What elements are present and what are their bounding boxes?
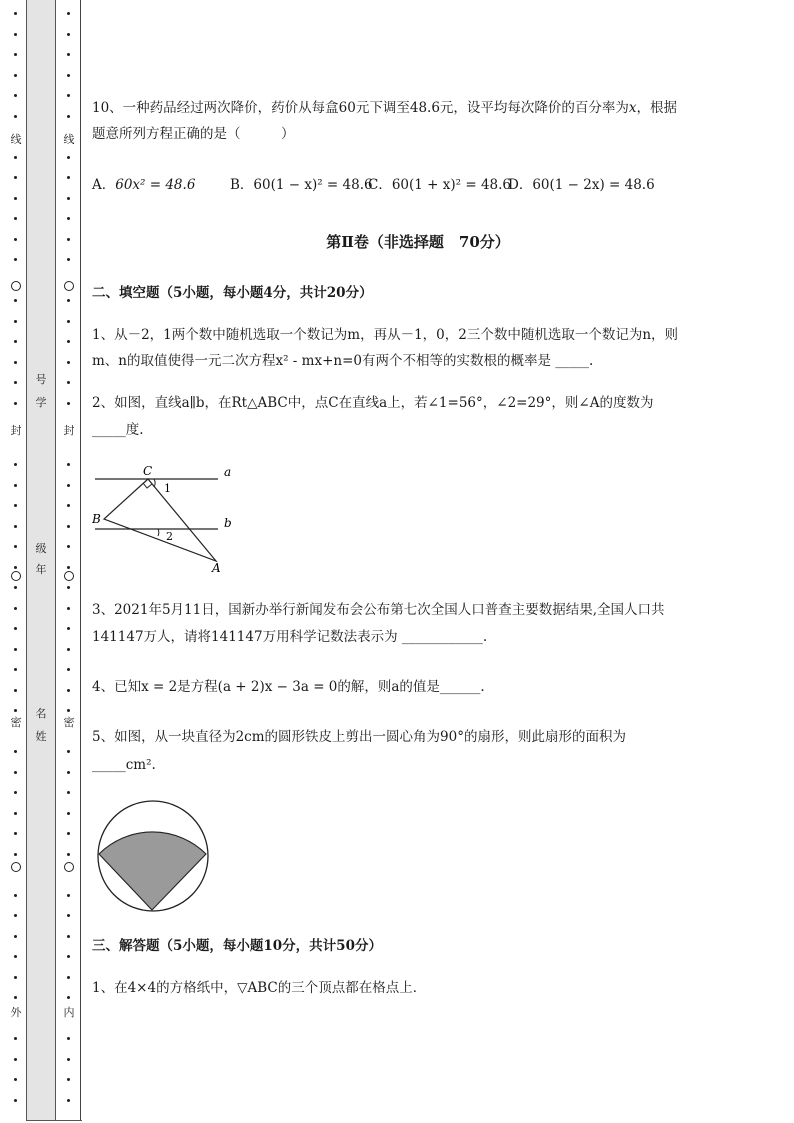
cut-dot [14,812,17,815]
q10-option-a: A．60x² = 48.6 [92,177,196,193]
cut-dot [14,361,17,364]
binding-hole-icon [11,281,21,291]
q1-line1: 1、从－2，1两个数中随机选取一个数记为m，再从－1，0，2三个数中随机选取一个数记为n，则 [92,327,679,343]
angle2-arc [158,529,159,536]
cut-dot [67,894,70,897]
cut-dot [14,853,17,856]
cut-dot [67,258,70,261]
cut-dot [67,176,70,179]
cut-dot [67,402,70,405]
cut-dot [14,74,17,77]
cut-dot [67,1037,70,1040]
cut-dot [67,94,70,97]
binding-hole-icon [64,281,74,291]
cut-dot [14,668,17,671]
cut-dot [67,668,70,671]
cut-dot [67,976,70,979]
cut-dot [14,463,17,466]
cut-dot [14,217,17,220]
cut-dot [14,12,17,15]
inner-cut-column [62,0,76,1120]
cut-dot [67,607,70,610]
cut-dot [14,115,17,118]
cut-dot [67,74,70,77]
cut-dot [14,402,17,405]
cut-dot [67,320,70,323]
binding-hole-icon [11,862,21,872]
cut-dot [14,914,17,917]
cut-dot [67,832,70,835]
inner-char-nei: 内 [63,1006,75,1019]
cut-dot [14,566,17,569]
cut-dot [67,853,70,856]
cut-dot [67,463,70,466]
cut-dot [67,1099,70,1102]
field-label-2a: 级 [35,542,47,555]
binding-bottom-rule [26,1120,82,1121]
cut-dot [14,94,17,97]
cut-dot [14,791,17,794]
q6-line1: 1、在4×4的方格纸中，▽ABC的三个顶点都在格点上． [92,980,427,996]
binding-hole-icon [11,571,21,581]
binding-hole-icon [64,571,74,581]
cut-dot [14,996,17,999]
cut-dot [67,33,70,36]
label-a-vertex: A [212,561,221,575]
cut-dot [14,156,17,159]
cut-dot [14,832,17,835]
q2-figure [92,460,242,575]
cut-dot [67,504,70,507]
cut-dot [14,525,17,528]
field-label-3b: 姓 [35,730,47,743]
cut-dot [14,504,17,507]
cut-dot [14,627,17,630]
outer-char-mi: 密 [10,716,22,729]
cut-dot [14,258,17,261]
field-label-3a: 名 [35,707,47,720]
cut-dot [14,1099,17,1102]
cut-dot [67,340,70,343]
outer-cut-column [9,0,23,1120]
cut-dot [14,709,17,712]
cut-dot [67,812,70,815]
inner-char-feng: 封 [63,424,75,437]
cut-dot [67,996,70,999]
cut-dot [67,197,70,200]
cut-dot [67,689,70,692]
cut-dot [14,33,17,36]
cut-dot [14,197,17,200]
q10-option-b: B．60(1 − x)² = 48.6 [230,177,373,193]
sector-shape [99,832,206,910]
cut-dot [67,1058,70,1061]
binding-hole-icon [64,862,74,872]
label-angle2: 2 [166,530,173,543]
fill-blank-section-heading: 二、填空题（5小题，每小题4分，共计20分） [92,285,373,301]
cut-dot [14,299,17,302]
q3-line2: 141147万人，请将141147万用科学记数法表示为 ____________. [92,629,488,645]
cut-dot [67,627,70,630]
field-label-1a: 号 [35,373,47,386]
cut-dot [67,955,70,958]
cut-dot [67,238,70,241]
label-a: a [224,465,232,479]
angle1-arc [154,479,155,487]
q10-stem-line2: 题意所列方程正确的是（ ） [92,126,295,142]
part2-title: 第Ⅱ卷（非选择题 70分） [326,233,510,251]
binding-gutter [26,0,56,1120]
outer-char-wai: 外 [10,1006,22,1019]
cut-dot [14,894,17,897]
cut-dot [14,545,17,548]
cut-dot [14,238,17,241]
cut-dot [67,484,70,487]
cut-dot [67,53,70,56]
cut-dot [14,1037,17,1040]
cut-dot [67,791,70,794]
q5-line1: 5、如图，从一块直径为2cm的圆形铁皮上剪出一圆心角为90°的扇形，则此扇形的面积为 [92,729,626,745]
triangle-abc [104,479,216,561]
cut-dot [14,955,17,958]
cut-dot [14,484,17,487]
q10-stem-line1: 10、一种药品经过两次降价，药价从每盒60元下调至48.6元，设平均每次降价的百分率为x，根据 [92,100,678,116]
inner-char-xian: 线 [63,133,75,146]
q3-line1: 3、2021年5月11日，国新办举行新闻发布会公布第七次全国人口普查主要数据结果,全国人口共 [92,602,665,618]
q4-line1: 4、已知x = 2是方程(a + 2)x − 3a = 0的解，则a的值是______. [92,679,485,695]
cut-dot [14,586,17,589]
cut-dot [14,935,17,938]
q10-option-c: C．60(1 + x)² = 48.6 [368,177,512,193]
q1-line2: m、n的取值使得一元二次方程x² - mx+n=0有两个不相等的实数根的概率是 _____. [92,353,594,369]
cut-dot [67,566,70,569]
cut-dot [67,914,70,917]
cut-dot [67,217,70,220]
cut-dot [14,607,17,610]
cut-dot [14,750,17,753]
right-angle-mark [143,483,152,488]
cut-dot [67,12,70,15]
cut-dot [14,53,17,56]
q2-line1: 2、如图，直线a∥b，在Rt△ABC中，点C在直线a上，若∠1=56°，∠2=29°，则∠A的度数为 [92,395,654,411]
cut-dot [67,586,70,589]
q10-option-d: D．60(1 − 2x) = 48.6 [508,177,655,193]
cut-dot [14,1058,17,1061]
cut-dot [67,381,70,384]
label-b-vertex: B [92,512,101,526]
binding-margin [0,0,90,1123]
cut-dot [67,361,70,364]
q2-line2: _____度. [92,422,144,438]
cut-dot [67,1078,70,1081]
cut-dot [14,689,17,692]
cut-dot [14,648,17,651]
outer-char-xian: 线 [10,133,22,146]
field-label-1b: 学 [35,396,47,409]
cut-dot [67,299,70,302]
field-label-2b: 年 [35,563,47,576]
solve-section-heading: 三、解答题（5小题，每小题10分，共计50分） [92,938,382,954]
cut-dot [14,320,17,323]
cut-dot [67,709,70,712]
outer-char-feng: 封 [10,424,22,437]
cut-dot [14,1078,17,1081]
cut-dot [14,340,17,343]
cut-dot [67,156,70,159]
cut-dot [67,545,70,548]
label-c: C [143,464,153,478]
cut-dot [14,976,17,979]
label-angle1: 1 [164,482,171,495]
q5-figure [94,798,216,916]
inner-char-mi: 密 [63,716,75,729]
cut-dot [67,115,70,118]
cut-dot [67,750,70,753]
binding-right-rule [80,0,81,1120]
cut-dot [14,381,17,384]
cut-dot [14,771,17,774]
q5-line2: _____cm². [92,757,156,773]
cut-dot [67,525,70,528]
label-b-line: b [224,516,232,530]
cut-dot [14,176,17,179]
cut-dot [67,935,70,938]
cut-dot [67,771,70,774]
cut-dot [67,648,70,651]
